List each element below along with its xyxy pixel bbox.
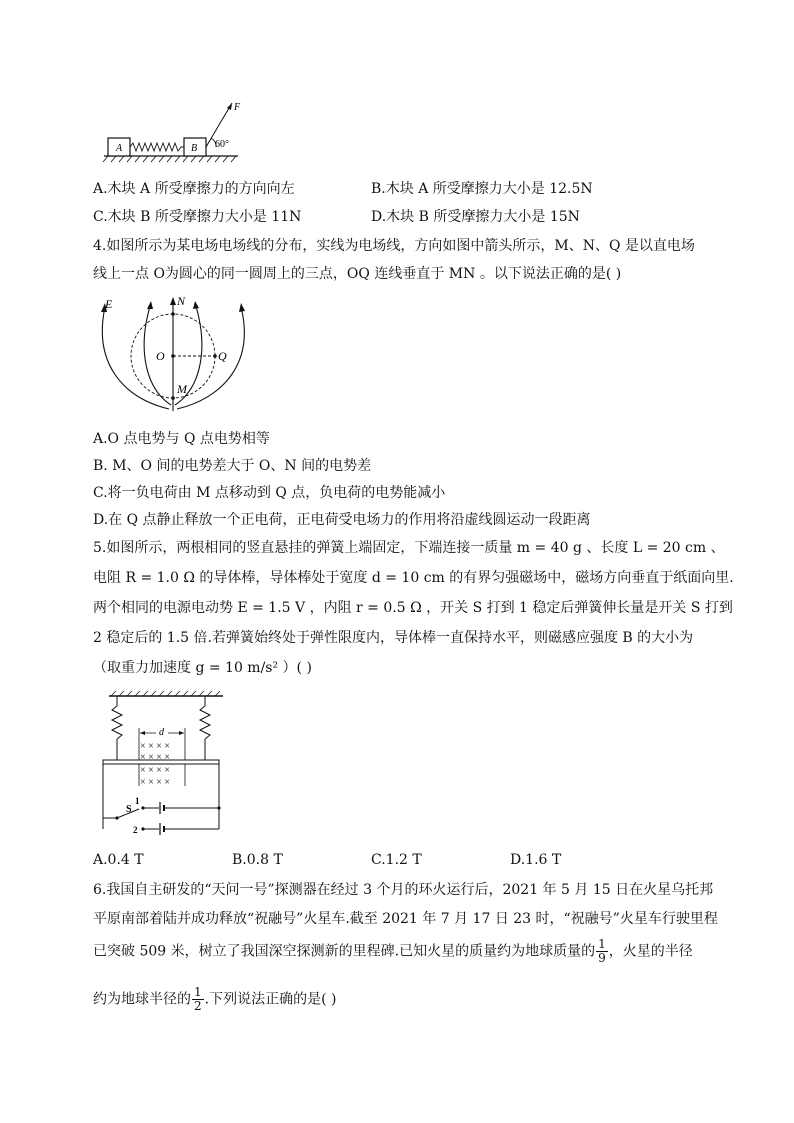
q5-line2: 电阻 R = 1.0 Ω 的导体棒，导体棒处于宽度 d = 10 cm 的有界匀强磁场中，磁场方向垂直于纸面向里. (93, 570, 734, 586)
q5-line5: （取重力加速度 g = 10 m/s² ）( ) (93, 660, 312, 676)
q4-option-a: A.O 点电势与 Q 点电势相等 (93, 431, 270, 447)
q4-option-b: B. M、O 间的电势差大于 O、N 间的电势差 (93, 458, 372, 474)
q5-label-s: S (126, 804, 132, 815)
q5-option-d: D.1.6 T (510, 852, 562, 868)
q6-line3 (93, 938, 693, 965)
q6-line3-text-a: 已突破 509 米，树立了我国深空探测新的里程碑.已知火星的质量约为地球质量的 (93, 943, 596, 960)
q6-line4-text-a: 约为地球半径的 (93, 991, 191, 1008)
q6-line4-text-b: .下列说法正确的是( ) (204, 991, 337, 1008)
svg-text:× × × ×: × × × × (140, 777, 171, 788)
q6-line3-text-b: ，火星的半径 (608, 943, 693, 960)
q6-line1: 6.我国自主研发的“天问一号”探测器在经过 3 个月的环火运行后，2021 年 5 月 15 日在火星乌托邦 (93, 882, 714, 898)
q6-line4 (93, 986, 336, 1013)
q5-option-c: C.1.2 T (371, 852, 422, 868)
q5-label-d: d (159, 727, 164, 738)
q6-line2: 平原南部着陆并成功释放“祝融号”火星车.截至 2021 年 7 月 17 日 23 时，“祝融号”火星车行驶里程 (93, 911, 718, 927)
q6-fraction-mass-den: 9 (598, 951, 606, 965)
q4-label-o: O (156, 349, 165, 363)
q5-line1: 5.如图所示，两根相同的竖直悬挂的弹簧上端固定，下端连接一质量 m = 40 g 、长度 L = 20 cm 、 (93, 540, 725, 556)
svg-text:× × × ×: × × × × (140, 765, 171, 776)
q3-option-b: B.木块 A 所受摩擦力大小是 12.5N (371, 181, 593, 197)
q4-label-e: E (105, 297, 113, 311)
q6-fraction-mass-num: 1 (598, 937, 606, 951)
q3-figure (100, 98, 250, 164)
q6-fraction-mass (596, 938, 608, 965)
q4-figure (93, 293, 263, 415)
q4-label-q: Q (218, 349, 227, 363)
q3-option-c: C.木块 B 所受摩擦力大小是 11N (93, 209, 302, 225)
q6-fraction-radius-num: 1 (194, 985, 202, 999)
q6-fraction-radius (192, 986, 204, 1013)
q3-option-a: A.木块 A 所受摩擦力的方向向左 (93, 181, 295, 197)
q4-stem-line2: 线上一点 O为圆心的同一圆周上的三点，OQ 连线垂直于 MN 。以下说法正确的是( ) (93, 266, 622, 282)
q5-option-a: A.0.4 T (93, 852, 144, 868)
q5-option-b: B.0.8 T (232, 852, 283, 868)
svg-text:× × × ×: × × × × (140, 752, 171, 763)
q3-option-d: D.木块 B 所受摩擦力大小是 15N (371, 209, 580, 225)
q4-label-m: M (177, 382, 187, 396)
q4-label-n: N (177, 294, 186, 308)
q3-label-b: B (191, 143, 198, 154)
q6-fraction-radius-den: 2 (194, 999, 202, 1013)
svg-text:× × × ×: × × × × (140, 741, 171, 752)
q3-label-a: A (116, 143, 123, 154)
q4-stem-line1: 4.如图所示为某电场电场线的分布，实线为电场线，方向如图中箭头所示，M、N、Q 是以直电场 (93, 238, 695, 254)
q3-label-f: F (234, 102, 241, 113)
q4-option-d: D.在 Q 点静止释放一个正电荷，正电荷受电场力的作用将沿虚线圆运动一段距离 (93, 512, 591, 528)
q5-label-2: 2 (133, 825, 138, 835)
q5-line4: 2 稳定后的 1.5 倍.若弹簧始终处于弹性限度内，导体棒一直保持水平，则磁感应强度 B 的大小为 (93, 630, 694, 646)
q4-option-c: C.将一负电荷由 M 点移动到 Q 点，负电荷的电势能减小 (93, 485, 446, 501)
q5-line3: 两个相同的电源电动势 E = 1.5 V ，内阻 r = 0.5 Ω ，开关 S 打到 1 稳定后弹簧伸长量是开关 S 打到 (93, 600, 733, 616)
q5-figure (93, 690, 233, 838)
q3-angle: 60° (215, 139, 229, 150)
q5-label-1: 1 (135, 796, 140, 806)
